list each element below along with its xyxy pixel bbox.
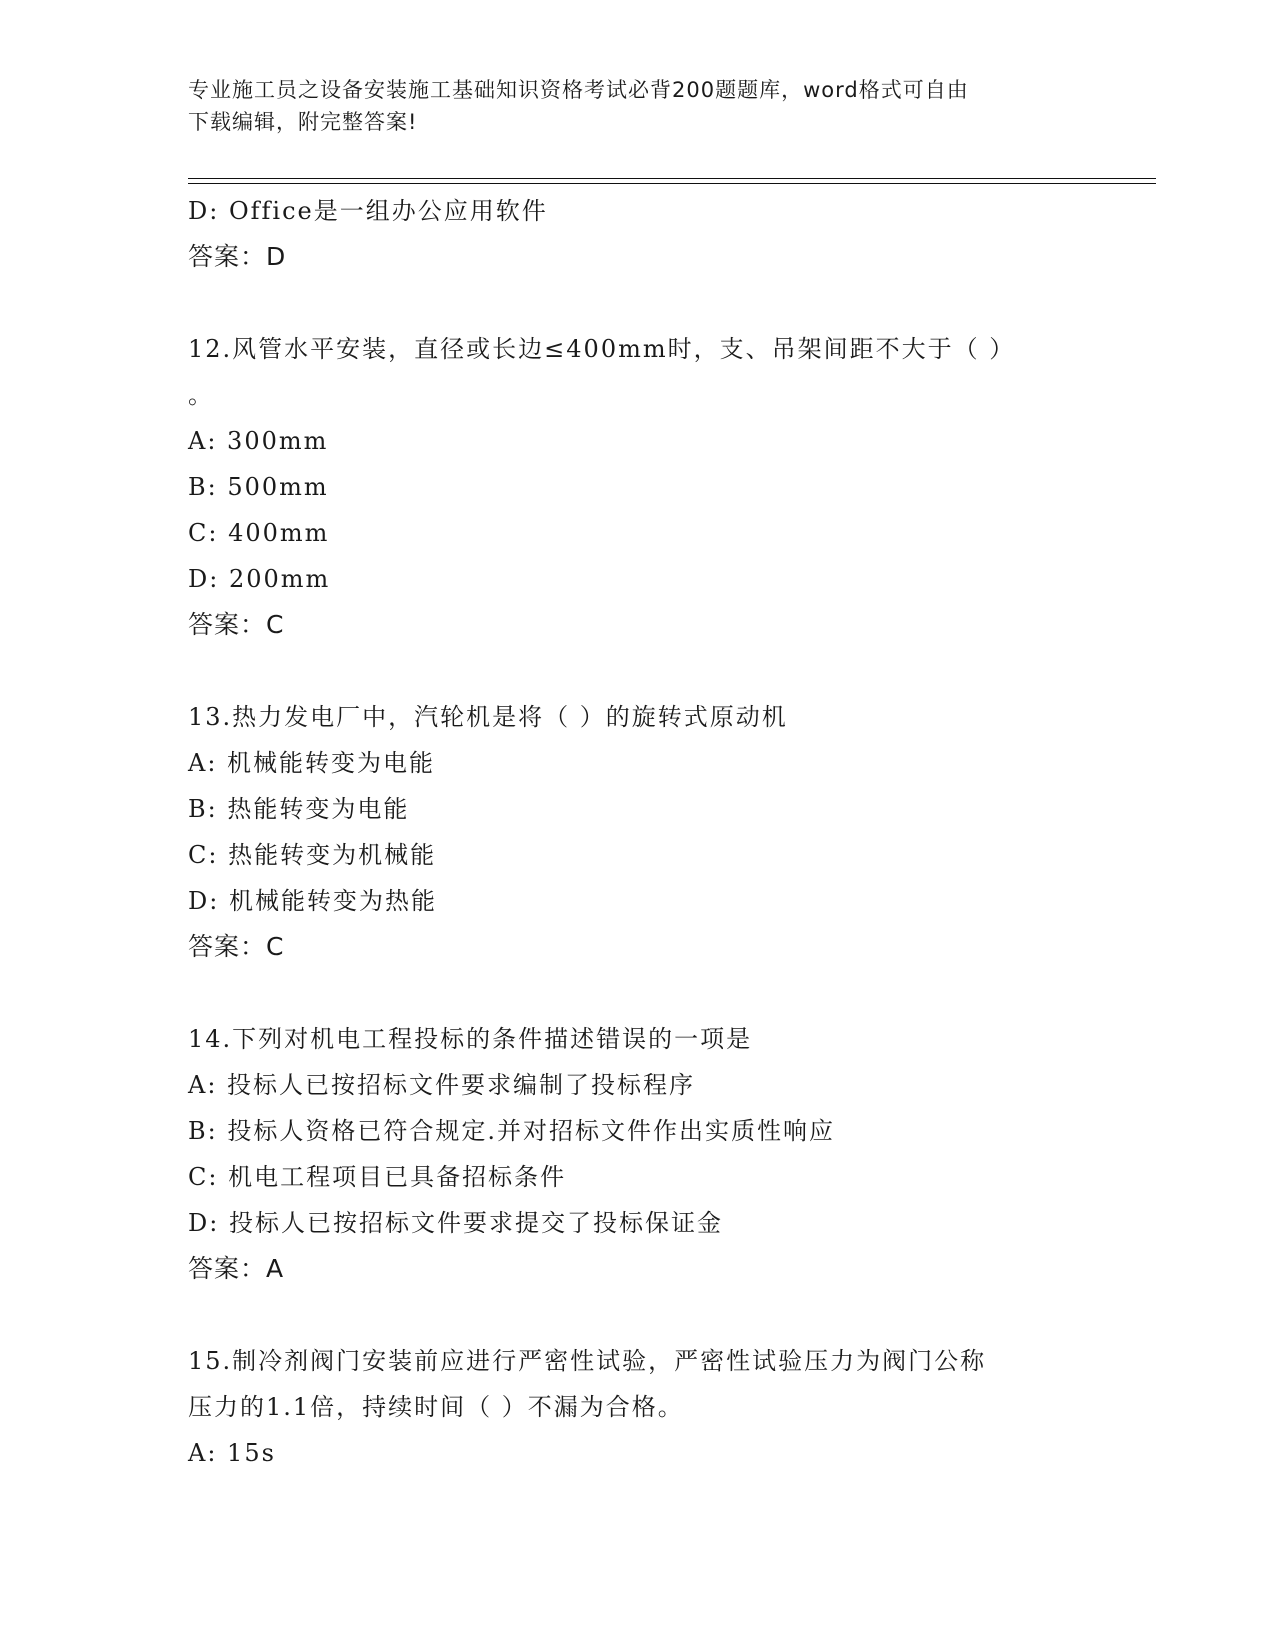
option-a: A: 机械能转变为电能 <box>188 749 436 777</box>
option-d: D: 机械能转变为热能 <box>188 887 437 915</box>
option-c: C: 机电工程项目已具备招标条件 <box>188 1163 567 1191</box>
question-stem: 12.风管水平安装，直径或长边≤400mm时，支、吊架间距不大于（ ） <box>188 335 1016 363</box>
header-divider-bottom <box>188 183 1156 184</box>
question-14 <box>188 1016 1088 1292</box>
document-header <box>188 74 1088 138</box>
option-c: C: 热能转变为机械能 <box>188 841 437 869</box>
answer: 答案：C <box>188 610 285 639</box>
header-divider-top <box>188 178 1156 179</box>
option-a: A: 15s <box>188 1439 276 1467</box>
question-13 <box>188 694 1088 970</box>
option-d: D: Office是一组办公应用软件 <box>188 197 548 225</box>
spacer <box>188 970 1088 1016</box>
option-a: A: 300mm <box>188 427 329 455</box>
answer: 答案：D <box>188 242 287 271</box>
option-d: D: 200mm <box>188 565 331 593</box>
option-b: B: 投标人资格已符合规定.并对招标文件作出实质性响应 <box>188 1117 835 1145</box>
question-stem-continued: 压力的1.1倍，持续时间（ ）不漏为合格。 <box>188 1393 684 1421</box>
document-body <box>188 188 1088 1476</box>
spacer <box>188 1292 1088 1338</box>
header-line-1: 专业施工员之设备安装施工基础知识资格考试必背200题题库，word格式可自由 <box>188 78 969 102</box>
option-c: C: 400mm <box>188 519 330 547</box>
question-15 <box>188 1338 1088 1476</box>
question-stem-continued: 。 <box>188 381 214 409</box>
spacer <box>188 280 1088 326</box>
answer: 答案：C <box>188 932 285 961</box>
question-stem: 15.制冷剂阀门安装前应进行严密性试验，严密性试验压力为阀门公称 <box>188 1347 987 1375</box>
option-a: A: 投标人已按招标文件要求编制了投标程序 <box>188 1071 696 1099</box>
answer: 答案：A <box>188 1254 285 1283</box>
question-12 <box>188 326 1088 648</box>
option-b: B: 热能转变为电能 <box>188 795 410 823</box>
option-b: B: 500mm <box>188 473 329 501</box>
question-stem: 13.热力发电厂中，汽轮机是将（ ）的旋转式原动机 <box>188 703 788 731</box>
spacer <box>188 648 1088 694</box>
question-stem: 14.下列对机电工程投标的条件描述错误的一项是 <box>188 1025 753 1053</box>
header-line-2: 下载编辑，附完整答案! <box>188 110 418 134</box>
option-d: D: 投标人已按招标文件要求提交了投标保证金 <box>188 1209 723 1237</box>
